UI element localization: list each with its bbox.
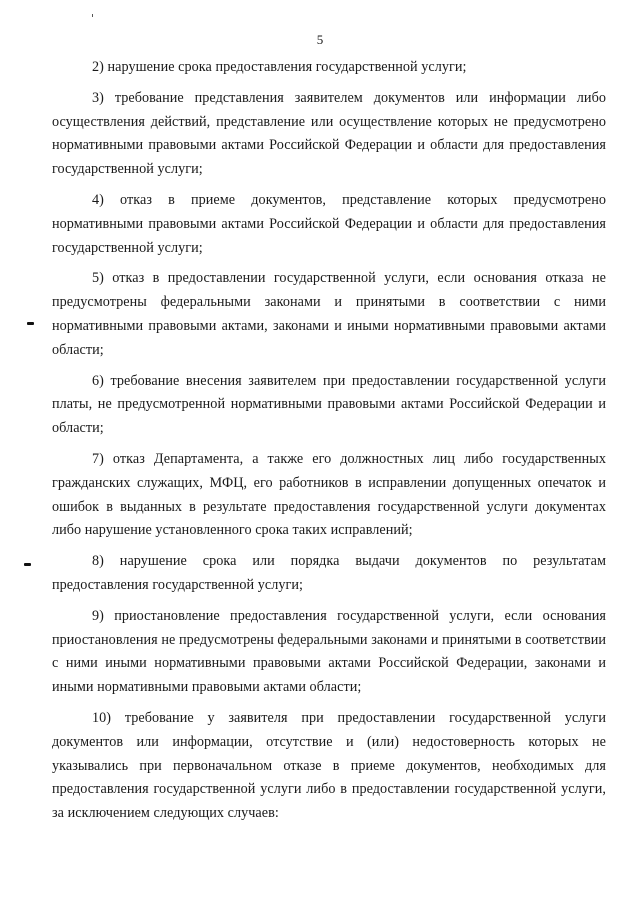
page-number: 5	[316, 32, 324, 47]
list-item-6: 6) требование внесения заявителем при предоставлении государственной услуги платы, не предусмотренной нормативными правовыми актами Российской Федерации и области;	[52, 372, 606, 437]
scan-artifact	[92, 14, 93, 17]
scan-speck	[27, 322, 34, 325]
list-item-7: 7) отказ Департамента, а также его должностных лиц либо государственных гражданских служащих, МФЦ, его работников в исправлении допущенных опечаток и ошибок в выданных в результате предоставления государственной услуги документах либо нарушение установленного срока таких исправлений;	[52, 450, 606, 539]
document-body	[52, 56, 606, 833]
list-item-8: 8) нарушение срока или порядка выдачи документов по результатам предоставления государственной услуги;	[52, 553, 606, 593]
list-item-10: 10) требование у заявителя при предоставлении государственной услуги документов или информации, отсутствие и (или) недостоверность которых не указывались при первоначальном отказе в приеме документов, необходимых для предоставления государственной услуги либо в предоставлении государственной услуги, за исключением следующих случаев:	[52, 709, 606, 822]
list-item-5: 5) отказ в предоставлении государственной услуги, если основания отказа не предусмотрены федеральными законами и принятыми в соответствии с ними нормативными правовыми актами, законами и иными нормативными правовыми актами области;	[52, 270, 606, 358]
list-item-3: 3) требование представления заявителем документов или информации либо осуществления действий, представление или осуществление которых не предусмотрено нормативными правовыми актами Российской Федерации и области для предоставления государственной услуги;	[52, 89, 606, 178]
scan-speck	[24, 563, 31, 566]
list-item-9: 9) приостановление предоставления государственной услуги, если основания приостановления не предусмотрены федеральными законами и принятыми в соответствии с ними иными нормативными правовыми актами Российской Федерации, законами и иными нормативными правовыми актами области;	[52, 607, 606, 696]
list-item-4: 4) отказ в приеме документов, представление которых предусмотрено нормативными правовыми актами Российской Федерации и области для предоставления государственной услуги;	[52, 191, 606, 256]
list-item-2: 2) нарушение срока предоставления государственной услуги;	[92, 59, 467, 75]
